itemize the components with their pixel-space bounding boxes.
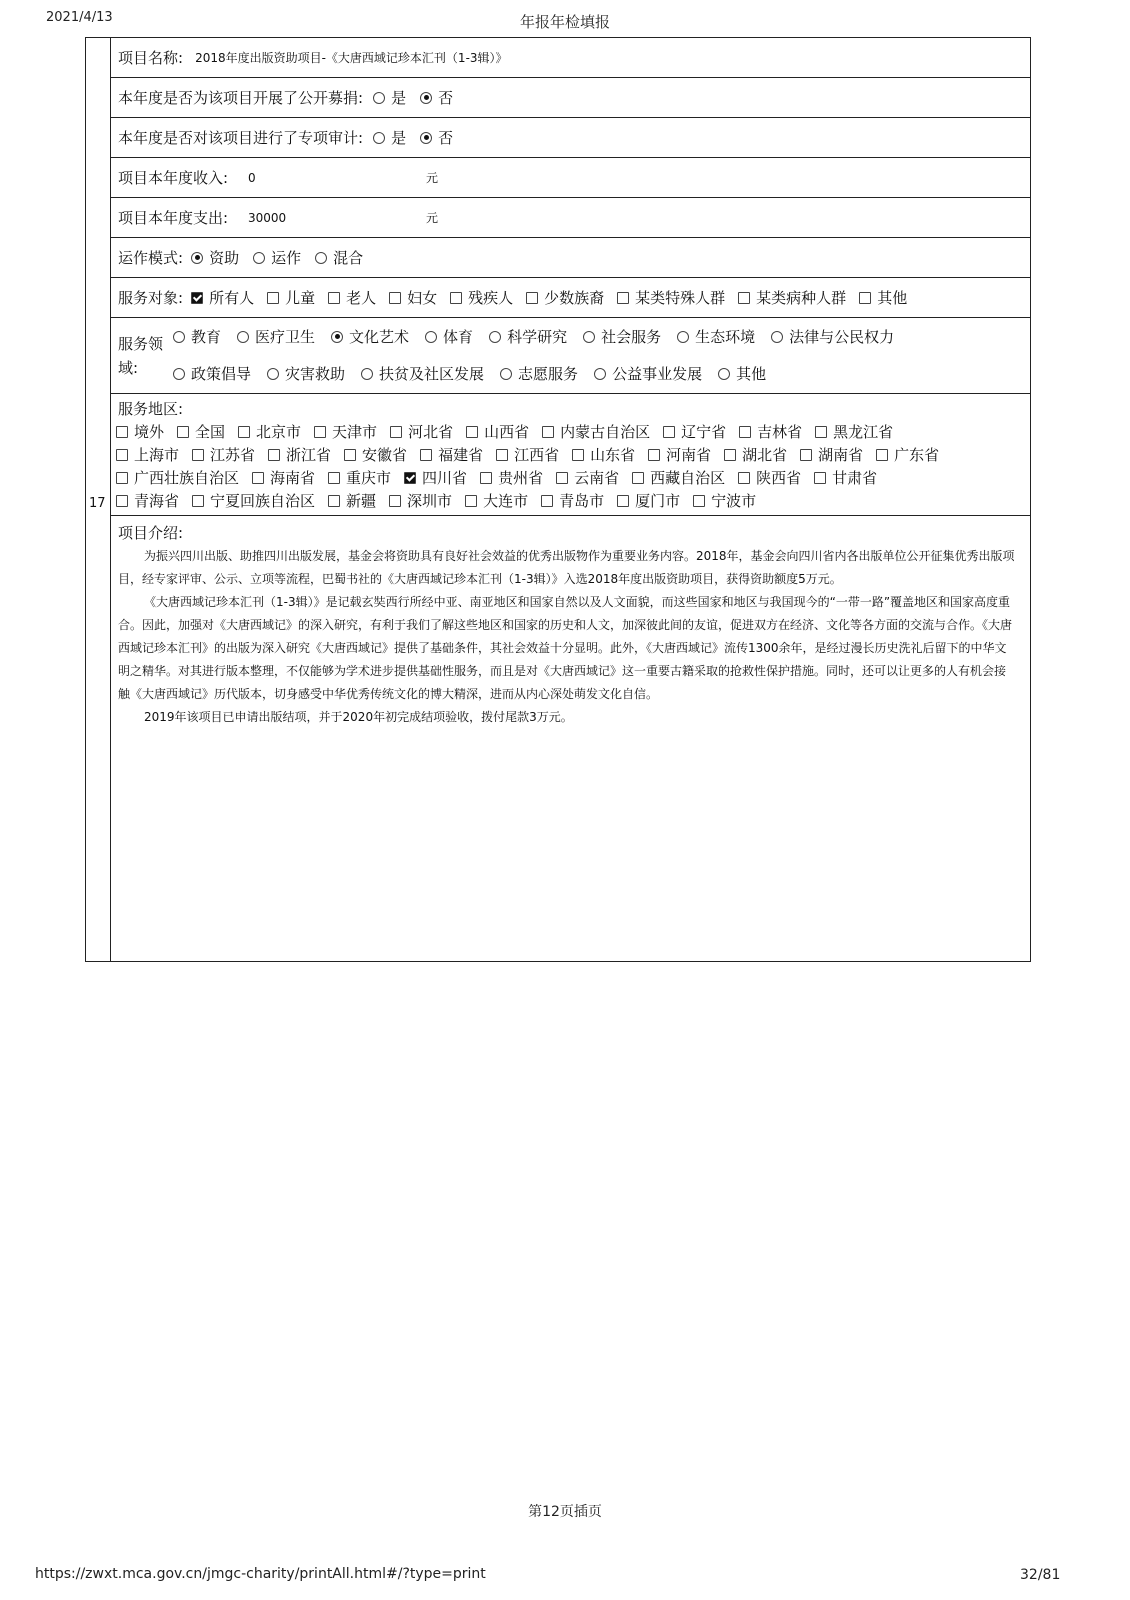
- option-label: 否: [438, 129, 454, 147]
- radio-option[interactable]: [583, 326, 661, 347]
- checkbox-option[interactable]: [617, 490, 680, 511]
- service-regions-row: [111, 394, 1030, 516]
- checkbox-icon: [268, 449, 280, 461]
- checkbox-icon: [876, 449, 888, 461]
- region-row: [116, 466, 952, 489]
- option-label: 北京市: [256, 423, 302, 441]
- fundraising-label: 本年度是否为该项目开展了公开募捐:: [118, 89, 364, 107]
- project-intro-paragraph: 2019年该项目已申请出版结项，并于2020年初完成结项验收，拨付尾款3万元。: [144, 710, 573, 724]
- radio-icon: [361, 368, 373, 380]
- radio-selected-icon: [420, 132, 432, 144]
- checkbox-icon: [389, 495, 401, 507]
- checkbox-option[interactable]: [859, 287, 907, 308]
- option-label: 深圳市: [407, 492, 453, 510]
- option-label: 宁波市: [711, 492, 757, 510]
- checkbox-icon: [116, 449, 128, 461]
- operation-mode-label: 运作模式:: [118, 249, 184, 267]
- checkbox-icon: [617, 495, 629, 507]
- option-label: 广西壮族自治区: [134, 469, 240, 487]
- option-label: 河北省: [408, 423, 454, 441]
- fundraising-no[interactable]: [420, 87, 453, 108]
- audit-row: [111, 118, 1030, 158]
- checkbox-option[interactable]: [465, 490, 528, 511]
- page-title: 年报年检填报: [519, 13, 610, 31]
- checkbox-option[interactable]: [693, 490, 756, 511]
- row-index-column: [86, 38, 111, 961]
- option-label: 少数族裔: [544, 289, 605, 307]
- checkbox-option[interactable]: [617, 287, 725, 308]
- checkbox-icon: [344, 449, 356, 461]
- region-row: [116, 443, 952, 466]
- option-label: 四川省: [422, 469, 468, 487]
- option-label: 黑龙江省: [833, 423, 894, 441]
- option-label: 浙江省: [286, 446, 332, 464]
- audit-no[interactable]: [420, 127, 453, 148]
- checkbox-icon: [800, 449, 812, 461]
- option-label: 某类特殊人群: [635, 289, 726, 307]
- radio-icon: [500, 368, 512, 380]
- checkbox-icon: [541, 495, 553, 507]
- radio-option[interactable]: [191, 247, 239, 268]
- option-label: 吉林省: [757, 423, 803, 441]
- operation-mode-row: [111, 238, 1030, 278]
- checkbox-option[interactable]: [739, 421, 802, 442]
- checkbox-icon: [466, 426, 478, 438]
- checkbox-icon: [663, 426, 675, 438]
- checkbox-icon: [632, 472, 644, 484]
- radio-icon: [594, 368, 606, 380]
- option-label: 混合: [333, 249, 364, 267]
- option-label: 文化艺术: [349, 328, 410, 346]
- radio-option[interactable]: [267, 363, 345, 384]
- checkbox-option[interactable]: [814, 467, 877, 488]
- option-label: 重庆市: [346, 469, 392, 487]
- radio-icon: [373, 92, 385, 104]
- checkbox-option[interactable]: [526, 287, 604, 308]
- option-label: 西藏自治区: [650, 469, 726, 487]
- service-fields-label-line2: 域:: [118, 359, 139, 377]
- audit-label: 本年度是否对该项目进行了专项审计:: [118, 129, 364, 147]
- income-unit: 元: [426, 171, 439, 185]
- checkbox-icon: [420, 449, 432, 461]
- radio-icon: [718, 368, 730, 380]
- radio-icon: [677, 331, 689, 343]
- radio-icon: [373, 132, 385, 144]
- radio-selected-icon: [191, 252, 203, 264]
- checkbox-option[interactable]: [541, 490, 604, 511]
- option-label: 灾害救助: [285, 365, 346, 383]
- checkbox-icon: [738, 472, 750, 484]
- page-count: 32/81: [1020, 1567, 1061, 1583]
- checkbox-option[interactable]: [800, 444, 863, 465]
- option-label: 贵州省: [498, 469, 544, 487]
- checkbox-icon: [572, 449, 584, 461]
- radio-option[interactable]: [594, 363, 702, 384]
- project-intro-label: 项目介绍:: [118, 524, 184, 542]
- radio-icon: [173, 368, 185, 380]
- option-label: 云南省: [574, 469, 620, 487]
- radio-option[interactable]: [677, 326, 755, 347]
- checkbox-option[interactable]: [542, 421, 650, 442]
- checkbox-checked-icon: [191, 292, 203, 304]
- checkbox-option[interactable]: [389, 287, 437, 308]
- option-label: 境外: [134, 423, 165, 441]
- option-label: 公益事业发展: [612, 365, 703, 383]
- option-label: 青海省: [134, 492, 180, 510]
- checkbox-icon: [648, 449, 660, 461]
- service-targets-row: [111, 278, 1030, 318]
- checkbox-icon: [815, 426, 827, 438]
- radio-option[interactable]: [361, 363, 484, 384]
- option-label: 青岛市: [559, 492, 605, 510]
- radio-icon: [771, 331, 783, 343]
- option-label: 新疆: [346, 492, 377, 510]
- income-value: 0: [248, 170, 256, 185]
- checkbox-option[interactable]: [480, 467, 543, 488]
- option-label: 医疗卫生: [255, 328, 316, 346]
- row-index: 17: [89, 496, 106, 511]
- checkbox-option[interactable]: [116, 444, 179, 465]
- checkbox-option[interactable]: [252, 467, 315, 488]
- service-fields-options-row1: [173, 326, 910, 347]
- radio-icon: [489, 331, 501, 343]
- option-label: 残疾人: [468, 289, 514, 307]
- radio-icon: [237, 331, 249, 343]
- radio-icon: [583, 331, 595, 343]
- option-label: 志愿服务: [518, 365, 579, 383]
- checkbox-icon: [450, 292, 462, 304]
- operation-mode-options: [191, 247, 377, 268]
- checkbox-icon: [814, 472, 826, 484]
- checkbox-icon: [328, 472, 340, 484]
- checkbox-icon: [192, 449, 204, 461]
- audit-yes[interactable]: [373, 127, 406, 148]
- option-label: 法律与公民权力: [789, 328, 895, 346]
- checkbox-option[interactable]: [738, 287, 846, 308]
- checkbox-option[interactable]: [404, 467, 467, 488]
- checkbox-icon: [465, 495, 477, 507]
- radio-option[interactable]: [331, 326, 409, 347]
- radio-selected-icon: [420, 92, 432, 104]
- checkbox-icon: [389, 292, 401, 304]
- option-label: 全国: [195, 423, 226, 441]
- project-name-label: 项目名称:: [118, 49, 184, 67]
- radio-icon: [173, 331, 185, 343]
- checkbox-option[interactable]: [238, 421, 301, 442]
- fundraising-yes[interactable]: [373, 87, 406, 108]
- checkbox-option[interactable]: [328, 490, 376, 511]
- region-row: [116, 489, 952, 512]
- checkbox-option[interactable]: [116, 467, 239, 488]
- checkbox-option[interactable]: [450, 287, 513, 308]
- region-row: [116, 420, 952, 443]
- expense-label: 项目本年度支出:: [118, 209, 229, 227]
- checkbox-icon: [542, 426, 554, 438]
- option-label: 体育: [443, 328, 474, 346]
- checkbox-checked-icon: [404, 472, 416, 484]
- service-fields-options-row2: [173, 363, 782, 384]
- project-intro-paragraph: 《大唐西域记珍本汇刊（1-3辑）》是记载玄奘西行所经中亚、南亚地区和国家自然以及人文面貌，而这些国家和地区与我国现今的“一带一路”覆盖地区和国家高度重合。因此，加强对《大唐西域记》的深入研究，有利于我们了解这些地区和国家的历史和人文，加深彼此间的友谊，促进双方在经济、文化等各方面的交流与合作。《大唐西域记珍本汇刊》的出版为深入研究《大唐西域记》提供了基础条件，其社会效益十分显明。此外，《大唐西域记》流传1300余年，是经过漫长历史洗礼后留下的中华文明之精华。对其进行版本整理，不仅能够为学术进步提供基础性服务，而且是对《大唐西域记》这一重要古籍采取的抢救性保护措施。同时，还可以让更多的人有机会接触《大唐西域记》历代版本，切身感受中华优秀传统文化的博大精深，进而从内心深处萌发文化自信。: [118, 595, 1013, 701]
- option-label: 湖北省: [742, 446, 788, 464]
- print-url: https://zwxt.mca.gov.cn/jmgc-charity/printAll.html#/?type=print: [35, 1566, 486, 1582]
- checkbox-option[interactable]: [328, 287, 376, 308]
- option-label: 福建省: [438, 446, 484, 464]
- checkbox-icon: [267, 292, 279, 304]
- radio-option[interactable]: [173, 363, 251, 384]
- service-fields-label: [118, 332, 163, 380]
- radio-option[interactable]: [718, 363, 766, 384]
- checkbox-icon: [116, 426, 128, 438]
- option-label: 陕西省: [756, 469, 802, 487]
- income-row: [111, 158, 1030, 198]
- option-label: 甘肃省: [832, 469, 878, 487]
- checkbox-icon: [496, 449, 508, 461]
- option-label: 老人: [346, 289, 377, 307]
- page-insert-label: 第12页插页: [528, 1504, 602, 1520]
- option-label: 儿童: [285, 289, 316, 307]
- checkbox-icon: [238, 426, 250, 438]
- checkbox-icon: [859, 292, 871, 304]
- checkbox-icon: [177, 426, 189, 438]
- project-name-value: 2018年度出版资助项目-《大唐西域记珍本汇刊（1-3辑）》: [195, 51, 508, 65]
- checkbox-icon: [693, 495, 705, 507]
- checkbox-option[interactable]: [192, 490, 315, 511]
- option-label: 生态环境: [695, 328, 756, 346]
- service-targets-options: [191, 287, 920, 308]
- radio-option[interactable]: [500, 363, 578, 384]
- checkbox-option[interactable]: [314, 421, 377, 442]
- option-label: 教育: [191, 328, 222, 346]
- option-label: 政策倡导: [191, 365, 252, 383]
- option-label: 厦门市: [635, 492, 681, 510]
- checkbox-option[interactable]: [572, 444, 635, 465]
- option-label: 是: [391, 129, 407, 147]
- option-label: 否: [438, 89, 454, 107]
- checkbox-option[interactable]: [177, 421, 225, 442]
- radio-option[interactable]: [237, 326, 315, 347]
- option-label: 某类病种人群: [756, 289, 847, 307]
- project-intro-paragraph: 为振兴四川出版、助推四川出版发展，基金会将资助具有良好社会效益的优秀出版物作为重要业务内容。2018年，基金会向四川省内各出版单位公开征集优秀出版项目，经专家评审、公示、立项等流程，巴蜀书社的《大唐西域记珍本汇刊（1-3辑）》入选2018年度出版资助项目，获得资助额度5万元。: [118, 549, 1015, 586]
- service-regions-label: 服务地区:: [118, 400, 184, 418]
- option-label: 山西省: [484, 423, 530, 441]
- checkbox-icon: [526, 292, 538, 304]
- checkbox-option[interactable]: [389, 490, 452, 511]
- print-date: 2021/4/13: [46, 10, 113, 25]
- checkbox-icon: [724, 449, 736, 461]
- checkbox-option[interactable]: [663, 421, 726, 442]
- radio-option[interactable]: [489, 326, 567, 347]
- radio-option[interactable]: [425, 326, 473, 347]
- option-label: 其他: [736, 365, 767, 383]
- checkbox-icon: [328, 495, 340, 507]
- checkbox-option[interactable]: [116, 490, 179, 511]
- option-label: 科学研究: [507, 328, 568, 346]
- expense-value: 30000: [248, 210, 287, 225]
- checkbox-option[interactable]: [724, 444, 787, 465]
- option-label: 资助: [209, 249, 240, 267]
- service-targets-label: 服务对象:: [118, 289, 184, 307]
- checkbox-option[interactable]: [192, 444, 255, 465]
- checkbox-icon: [738, 292, 750, 304]
- radio-icon: [267, 368, 279, 380]
- checkbox-icon: [192, 495, 204, 507]
- option-label: 安徽省: [362, 446, 408, 464]
- radio-icon: [253, 252, 265, 264]
- checkbox-option[interactable]: [267, 287, 315, 308]
- option-label: 大连市: [483, 492, 529, 510]
- option-label: 运作: [271, 249, 302, 267]
- checkbox-icon: [116, 472, 128, 484]
- option-label: 江西省: [514, 446, 560, 464]
- radio-option[interactable]: [173, 326, 221, 347]
- checkbox-icon: [390, 426, 402, 438]
- checkbox-option[interactable]: [815, 421, 893, 442]
- checkbox-option[interactable]: [496, 444, 559, 465]
- option-label: 湖南省: [818, 446, 864, 464]
- checkbox-option[interactable]: [648, 444, 711, 465]
- option-label: 山东省: [590, 446, 636, 464]
- service-fields-row: [111, 318, 1030, 394]
- checkbox-option[interactable]: [344, 444, 407, 465]
- radio-option[interactable]: [771, 326, 894, 347]
- expense-unit: 元: [426, 211, 439, 225]
- fundraising-row: [111, 78, 1030, 118]
- checkbox-option[interactable]: [556, 467, 619, 488]
- checkbox-icon: [314, 426, 326, 438]
- option-label: 广东省: [894, 446, 940, 464]
- project-name-row: [111, 38, 1030, 78]
- option-label: 海南省: [270, 469, 316, 487]
- checkbox-icon: [328, 292, 340, 304]
- checkbox-icon: [116, 495, 128, 507]
- radio-selected-icon: [331, 331, 343, 343]
- option-label: 其他: [877, 289, 908, 307]
- option-label: 河南省: [666, 446, 712, 464]
- option-label: 辽宁省: [681, 423, 727, 441]
- option-label: 所有人: [209, 289, 255, 307]
- radio-icon: [315, 252, 327, 264]
- checkbox-icon: [556, 472, 568, 484]
- option-label: 内蒙古自治区: [560, 423, 651, 441]
- project-intro-section: [111, 516, 1030, 961]
- checkbox-icon: [739, 426, 751, 438]
- project-form: [85, 37, 1031, 962]
- option-label: 宁夏回族自治区: [210, 492, 316, 510]
- option-label: 天津市: [332, 423, 378, 441]
- radio-option[interactable]: [315, 247, 363, 268]
- option-label: 是: [391, 89, 407, 107]
- checkbox-option[interactable]: [876, 444, 939, 465]
- service-regions-options: [116, 420, 952, 512]
- checkbox-icon: [480, 472, 492, 484]
- checkbox-icon: [252, 472, 264, 484]
- checkbox-option[interactable]: [116, 421, 164, 442]
- option-label: 上海市: [134, 446, 180, 464]
- option-label: 扶贫及社区发展: [379, 365, 485, 383]
- checkbox-option[interactable]: [738, 467, 801, 488]
- checkbox-option[interactable]: [466, 421, 529, 442]
- radio-icon: [425, 331, 437, 343]
- option-label: 江苏省: [210, 446, 256, 464]
- option-label: 妇女: [407, 289, 438, 307]
- radio-option[interactable]: [253, 247, 301, 268]
- checkbox-option[interactable]: [390, 421, 453, 442]
- income-label: 项目本年度收入:: [118, 169, 229, 187]
- checkbox-option[interactable]: [191, 287, 254, 308]
- checkbox-option[interactable]: [632, 467, 725, 488]
- checkbox-option[interactable]: [420, 444, 483, 465]
- checkbox-option[interactable]: [268, 444, 331, 465]
- option-label: 社会服务: [601, 328, 662, 346]
- checkbox-icon: [617, 292, 629, 304]
- service-fields-label-line1: 服务领: [118, 335, 164, 353]
- checkbox-option[interactable]: [328, 467, 391, 488]
- expense-row: [111, 198, 1030, 238]
